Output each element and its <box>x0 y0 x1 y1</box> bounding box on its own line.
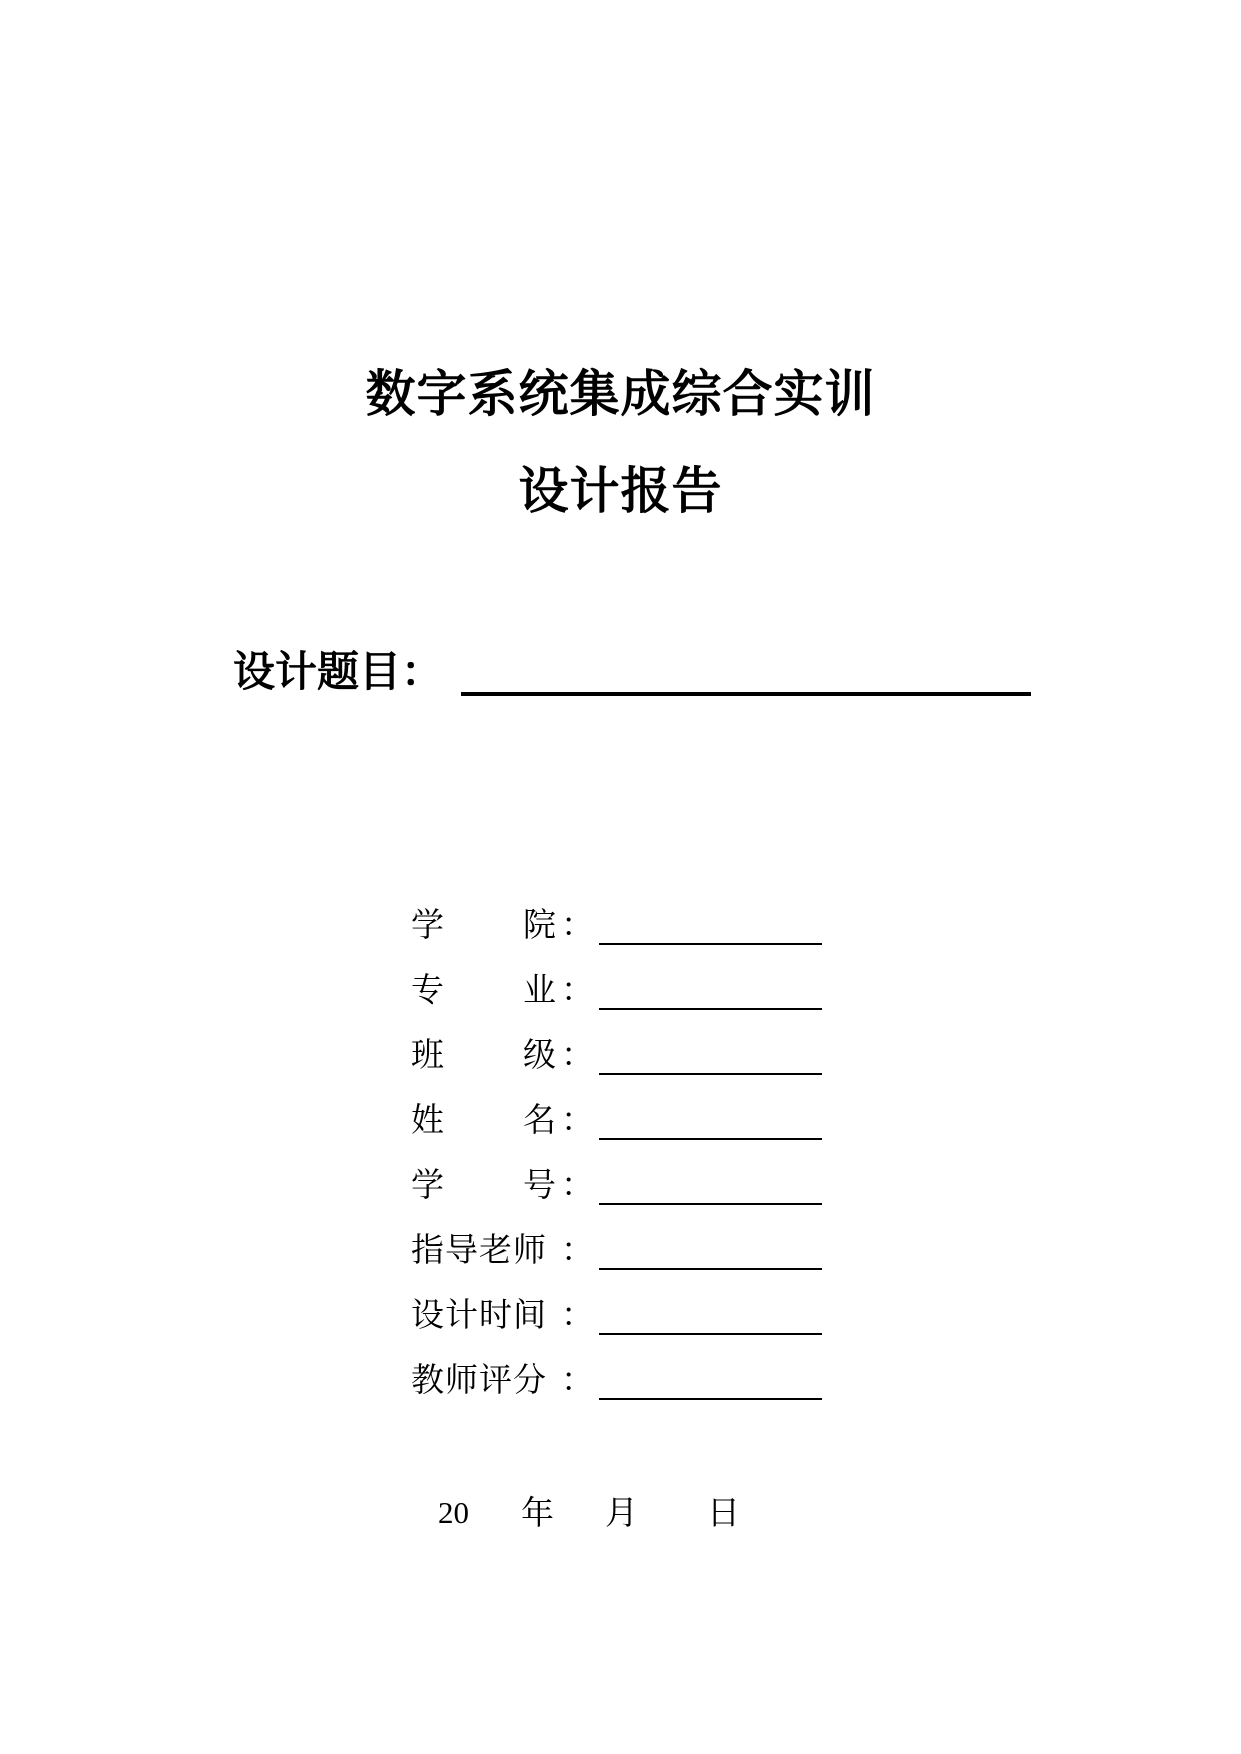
info-label: 专 业 ： <box>411 970 594 1009</box>
info-label: 学 院 ： <box>411 905 594 944</box>
info-label: 姓 名 ： <box>411 1100 594 1139</box>
student-info-list <box>411 900 831 1420</box>
date-month-label: 月 <box>605 1493 638 1532</box>
info-row-student-id <box>411 1160 831 1225</box>
advisor-blank <box>599 1268 822 1270</box>
info-row-teacher-score <box>411 1355 831 1420</box>
info-row-class <box>411 1030 831 1095</box>
info-label: 班 级 ： <box>411 1035 594 1074</box>
report-title: 数字系统集成综合实训 <box>365 365 876 423</box>
info-row-name <box>411 1095 831 1160</box>
info-row-design-time <box>411 1290 831 1355</box>
major-blank <box>599 1008 822 1010</box>
design-topic-label: 设计题目： <box>233 647 444 696</box>
class-blank <box>599 1073 822 1075</box>
info-label: 学 号 ： <box>411 1165 594 1204</box>
date-year-prefix: 20 <box>438 1495 469 1530</box>
design-topic-blank <box>461 692 1031 696</box>
date-day-label: 日 <box>707 1493 740 1532</box>
teacher-score-blank <box>599 1398 822 1400</box>
date-year-label: 年 <box>521 1493 554 1532</box>
name-blank <box>599 1138 822 1140</box>
info-label: 教师评分 ： <box>411 1360 594 1399</box>
info-row-major <box>411 965 831 1030</box>
info-label: 指导老师 ： <box>411 1230 594 1269</box>
college-blank <box>599 943 822 945</box>
design-time-blank <box>599 1333 822 1335</box>
info-label: 设计时间 ： <box>411 1295 594 1334</box>
info-row-advisor <box>411 1225 831 1290</box>
student-id-blank <box>599 1203 822 1205</box>
report-subtitle: 设计报告 <box>518 462 723 520</box>
info-row-college <box>411 900 831 965</box>
